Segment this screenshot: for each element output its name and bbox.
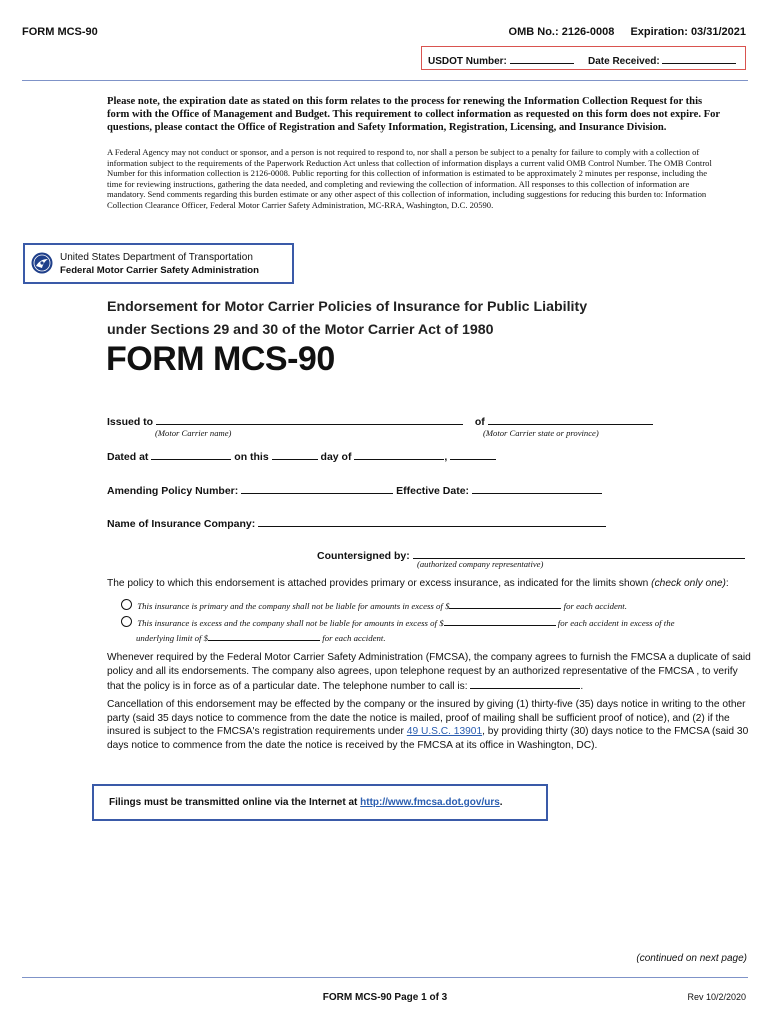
insurer-row [107,516,606,530]
underlying-row [136,630,386,645]
underlying-text-end: for each accident. [322,633,386,643]
rep-hint: (authorized company representative) [417,559,544,569]
filing-text: Filings must be transmitted online via the Internet at [109,797,358,808]
limits-intro-text: The policy to which this endorsement is attached provides primary or excess insurance, as indicated for the limits shown [107,578,649,589]
primary-amount-field[interactable] [449,598,561,609]
excess-text: This insurance is excess and the company shall not be liable for amounts in excess of $ [137,618,444,628]
usdot-number-field[interactable] [510,53,574,64]
month-field[interactable] [354,449,444,460]
omb-number: OMB No.: 2126-0008 [508,26,615,38]
form-title: FORM MCS-90 [106,340,335,378]
excess-text-mid: for each accident in excess of the [557,618,675,628]
insurer-name-field[interactable] [258,516,606,527]
omb-expiration [509,26,746,38]
filing-end: . [499,797,503,808]
fmcsa-text: Whenever required by the Federal Motor Carrier Safety Administration (FMCSA), the company agrees to furnish the FMCSA a duplicate of said policy and all its endorsements. The company also agrees, upon telephone request by an authorized representative of the FMCSA , to verify that the policy is in force as of a particular date. The telephone number to call is: [107,652,751,693]
urs-link[interactable]: http://www.fmcsa.dot.gov/urs [360,797,500,808]
dot-seal-icon [31,252,53,274]
cancellation-text: Cancellation of this endorsement may be effected by the company or the insured by giving (1) thirty-five (35) days notice in writing to the other party (said 35 days notice to commence from the date the notice is mailed, proof of mailing shall be sufficient proof of notice), and (2) if the insured is subject to the FMCSA's registration requirements under [107,699,746,738]
fmcsa-end: . [580,681,584,693]
comma: , [444,451,448,463]
excess-amount-field[interactable] [444,615,556,626]
continued-note: (continued on next page) [636,953,747,964]
excess-radio[interactable] [121,616,132,627]
on-this-label: on this [234,451,269,463]
effective-date-label: Effective Date: [396,485,470,497]
day-field[interactable] [272,449,318,460]
usdot-label: USDOT Number: [428,56,507,67]
dated-at-field[interactable] [151,449,231,460]
insurer-label: Name of Insurance Company: [107,518,256,530]
office-use-box [421,46,746,70]
agency-dept: United States Department of Transportation [60,252,253,263]
primary-option [121,598,627,613]
telephone-field[interactable] [470,678,580,689]
carrier-state-hint: (Motor Carrier state or province) [483,428,599,438]
primary-text: This insurance is primary and the company shall not be liable for amounts in excess of $ [137,601,450,611]
day-of-label: day of [320,451,352,463]
revision-date: Rev 10/2/2020 [687,992,746,1002]
amending-label: Amending Policy Number: [107,485,239,497]
primary-text-end: for each accident. [563,601,627,611]
filing-line [109,797,503,808]
carrier-name-hint: (Motor Carrier name) [155,428,232,438]
title-line-2: under Sections 29 and 30 of the Motor Carrier Act of 1980 [107,322,494,338]
issued-to-row [107,414,653,428]
underlying-text: underlying limit of $ [136,633,209,643]
of-label: of [474,416,485,428]
dated-at-label: Dated at [107,451,149,463]
paperwork-notice: A Federal Agency may not conduct or sponsor, and a person is not required to respond to, nor shall a person be subject to a penalty for failure to comply with a collection of information subject to the requirements of the Paperwork Reduction Act unless that collection of information displays a current valid OMB Control Number. The OMB Control Number for this information collection is 2126-0008. Public reporting for this collection of information is estimated to be approximately 2 minutes per response, including the time for reviewing instructions, gathering the data needed, and completing and reviewing the collection of information. All responses to this collection of information are mandatory. Send comments regarding this burden estimate or any other aspect of this collection of information, including suggestions for reducing this burden to: Information Collection Clearance Officer, Federal Motor Carrier Safety Administration, MC-RRA, Washington, D.C. 20590. [107,147,712,210]
carrier-name-field[interactable] [156,414,463,425]
agency-box [23,243,294,284]
check-one-hint: (check only one) [651,578,726,589]
date-received-field[interactable] [662,53,736,64]
amending-row [107,483,602,497]
filing-box [92,784,548,821]
limits-intro [107,577,729,591]
underlying-amount-field[interactable] [208,630,320,641]
policy-number-field[interactable] [241,483,393,494]
cancellation-text-end: , by providing thirty (30) days notice to the FMCSA (said 30 days notice to commence from the date the notice is received by the FMCSA at its office in Washington, DC). [107,726,749,751]
footer-divider [22,977,748,978]
form-id-header: FORM MCS-90 [22,26,98,38]
effective-date-field[interactable] [472,483,602,494]
countersigned-label: Countersigned by: [317,550,410,562]
header-divider [22,80,748,81]
fmcsa-paragraph [107,651,753,694]
excess-option [121,615,675,630]
carrier-state-field[interactable] [488,414,653,425]
signature-field[interactable] [413,548,745,559]
limits-intro-end: : [725,578,729,589]
title-line-1: Endorsement for Motor Carrier Policies of Insurance for Public Liability [107,299,588,315]
usc-link[interactable]: 49 U.S.C. 13901 [406,726,483,738]
expiration-notice: Please note, the expiration date as stated on this form relates to the process for renewing the Information Collection Request for this form with the Office of Management and Budget. This requirement to collect information as requested on this form does not expire. For questions, please contact the Office of Registration and Safety Information, Registration, Licensing, and Insurance Division. [107,96,720,133]
agency-admin: Federal Motor Carrier Safety Administration [60,265,260,276]
issued-to-label: Issued to [107,416,154,428]
page-number: FORM MCS-90 Page 1 of 3 [322,992,448,1003]
primary-radio[interactable] [121,599,132,610]
expiration-date: Expiration: 03/31/2021 [630,26,746,38]
cancellation-paragraph [107,698,753,752]
year-field[interactable] [450,449,496,460]
date-received-label: Date Received: [588,56,660,67]
dated-row [107,449,496,463]
